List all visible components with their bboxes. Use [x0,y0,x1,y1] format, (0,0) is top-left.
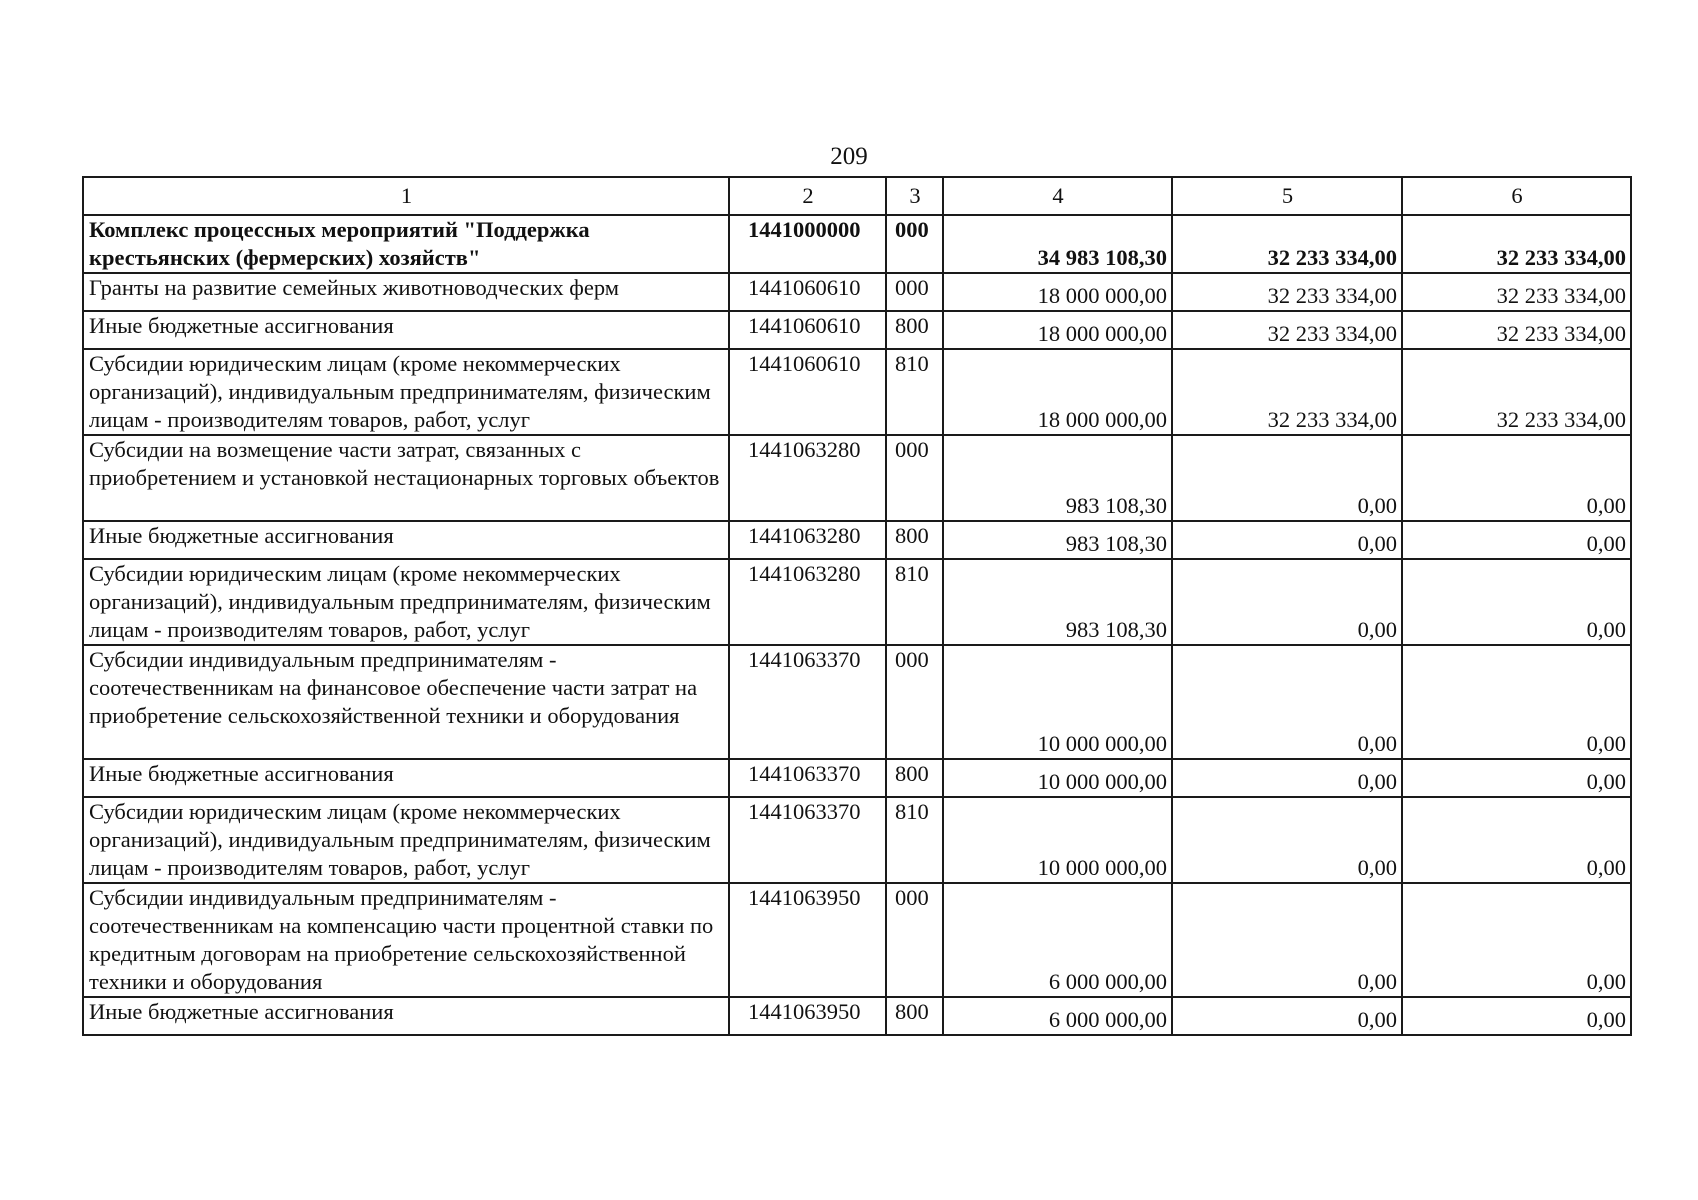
table-row [83,215,1631,273]
table-row [83,349,1631,435]
row-amount-col6: 0,00 [1402,521,1631,559]
column-header-3: 3 [886,177,943,215]
table-row [83,797,1631,883]
row-amount-col4: 983 108,30 [943,521,1172,559]
column-header-2: 2 [729,177,886,215]
row-amount-col5: 32 233 334,00 [1172,273,1402,311]
row-expense-type: 810 [886,349,943,435]
row-name: Субсидии на возмещение части затрат, связанных с приобретением и установкой нестационарных торговых объектов [83,435,729,521]
table-row [83,521,1631,559]
row-amount-col6: 0,00 [1402,797,1631,883]
row-target-code: 1441063280 [729,435,886,521]
row-target-code: 1441000000 [729,215,886,273]
row-expense-type: 000 [886,215,943,273]
table-row [83,559,1631,645]
row-name: Иные бюджетные ассигнования [83,311,729,349]
row-amount-col6: 0,00 [1402,645,1631,759]
row-amount-col4: 18 000 000,00 [943,273,1172,311]
row-expense-type: 810 [886,559,943,645]
column-header-5: 5 [1172,177,1402,215]
row-amount-col6: 32 233 334,00 [1402,311,1631,349]
row-name: Субсидии юридическим лицам (кроме некоммерческих организаций), индивидуальным предпринимателям, физическим лицам - производителям товаров, работ, услуг [83,797,729,883]
row-expense-type: 800 [886,311,943,349]
row-amount-col6: 0,00 [1402,997,1631,1035]
row-amount-col5: 0,00 [1172,645,1402,759]
row-amount-col5: 32 233 334,00 [1172,349,1402,435]
row-target-code: 1441063370 [729,797,886,883]
row-target-code: 1441060610 [729,273,886,311]
row-name: Комплекс процессных мероприятий "Поддержка крестьянских (фермерских) хозяйств" [83,215,729,273]
row-amount-col5: 0,00 [1172,435,1402,521]
row-target-code: 1441063370 [729,645,886,759]
table-row [83,883,1631,997]
row-amount-col4: 18 000 000,00 [943,349,1172,435]
table-row [83,645,1631,759]
column-header-1: 1 [83,177,729,215]
page-number: 209 [830,143,868,170]
table-row [83,759,1631,797]
row-amount-col5: 0,00 [1172,997,1402,1035]
table-row [83,435,1631,521]
row-amount-col6: 0,00 [1402,559,1631,645]
row-expense-type: 810 [886,797,943,883]
header-row [83,177,1631,215]
row-amount-col6: 0,00 [1402,759,1631,797]
table-row [83,311,1631,349]
row-amount-col4: 18 000 000,00 [943,311,1172,349]
column-header-4: 4 [943,177,1172,215]
row-target-code: 1441063370 [729,759,886,797]
row-expense-type: 000 [886,883,943,997]
column-header-6: 6 [1402,177,1631,215]
row-expense-type: 000 [886,273,943,311]
row-expense-type: 800 [886,997,943,1035]
row-amount-col4: 983 108,30 [943,435,1172,521]
table-row [83,273,1631,311]
row-amount-col4: 10 000 000,00 [943,797,1172,883]
row-name: Субсидии индивидуальным предпринимателям - соотечественникам на компенсацию части процентной ставки по кредитным договорам на приобретение сельскохозяйственной техники и оборудования [83,883,729,997]
row-amount-col6: 32 233 334,00 [1402,349,1631,435]
row-expense-type: 800 [886,759,943,797]
row-name: Субсидии индивидуальным предпринимателям - соотечественникам на финансовое обеспечение части затрат на приобретение сельскохозяйственной техники и оборудования [83,645,729,759]
row-amount-col4: 10 000 000,00 [943,645,1172,759]
row-amount-col5: 32 233 334,00 [1172,215,1402,273]
row-amount-col4: 34 983 108,30 [943,215,1172,273]
row-expense-type: 000 [886,435,943,521]
row-name: Субсидии юридическим лицам (кроме некоммерческих организаций), индивидуальным предпринимателям, физическим лицам - производителям товаров, работ, услуг [83,559,729,645]
row-name: Иные бюджетные ассигнования [83,521,729,559]
row-amount-col5: 32 233 334,00 [1172,311,1402,349]
row-name: Иные бюджетные ассигнования [83,997,729,1035]
row-amount-col6: 0,00 [1402,435,1631,521]
table-row [83,997,1631,1035]
row-expense-type: 800 [886,521,943,559]
row-target-code: 1441060610 [729,311,886,349]
row-target-code: 1441060610 [729,349,886,435]
row-target-code: 1441063280 [729,559,886,645]
row-amount-col6: 32 233 334,00 [1402,273,1631,311]
row-amount-col5: 0,00 [1172,883,1402,997]
row-amount-col4: 983 108,30 [943,559,1172,645]
row-amount-col6: 0,00 [1402,883,1631,997]
row-amount-col6: 32 233 334,00 [1402,215,1631,273]
row-amount-col4: 6 000 000,00 [943,883,1172,997]
row-amount-col5: 0,00 [1172,521,1402,559]
row-name: Иные бюджетные ассигнования [83,759,729,797]
row-expense-type: 000 [886,645,943,759]
row-amount-col5: 0,00 [1172,759,1402,797]
row-amount-col4: 6 000 000,00 [943,997,1172,1035]
row-name: Гранты на развитие семейных животноводческих ферм [83,273,729,311]
row-amount-col4: 10 000 000,00 [943,759,1172,797]
row-amount-col5: 0,00 [1172,797,1402,883]
row-target-code: 1441063280 [729,521,886,559]
row-name: Субсидии юридическим лицам (кроме некоммерческих организаций), индивидуальным предпринимателям, физическим лицам - производителям товаров, работ, услуг [83,349,729,435]
row-amount-col5: 0,00 [1172,559,1402,645]
budget-table [82,176,1632,1036]
row-target-code: 1441063950 [729,883,886,997]
row-target-code: 1441063950 [729,997,886,1035]
